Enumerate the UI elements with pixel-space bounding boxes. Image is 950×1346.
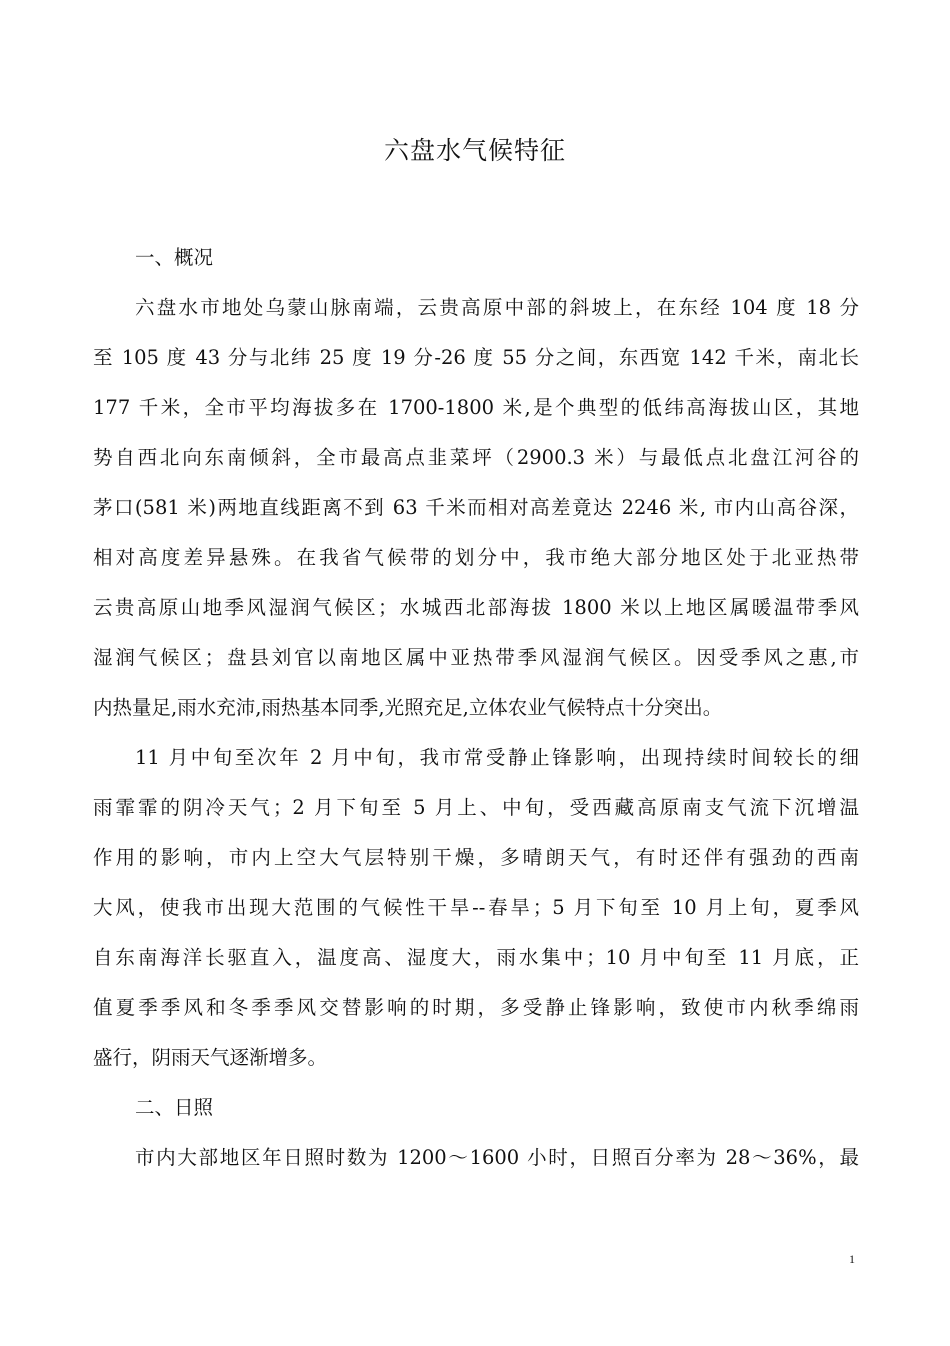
- paragraph-line: 内热量足,雨水充沛,雨热基本同季,光照充足,立体农业气候特点十分突出。: [93, 696, 723, 719]
- paragraph-line: 雨霏霏的阴冷天气；2 月下旬至 5 月上、中旬，受西藏高原南支气流下沉增温: [93, 796, 859, 819]
- paragraph-line: 茅口(581 米)两地直线距离不到 63 千米而相对高差竟达 2246 米, 市内山高谷深，: [93, 496, 859, 519]
- paragraph-line: 至 105 度 43 分与北纬 25 度 19 分-26 度 55 分之间，东西宽 142 千米，南北长: [93, 346, 859, 369]
- paragraph-line: 六盘水市地处乌蒙山脉南端，云贵高原中部的斜坡上，在东经 104 度 18 分: [135, 296, 859, 319]
- document-title: 六盘水气候特征: [383, 136, 566, 165]
- paragraph-line: 云贵高原山地季风湿润气候区；水城西北部海拔 1800 米以上地区属暖温带季风: [93, 596, 859, 619]
- paragraph-line: 湿润气候区；盘县刘官以南地区属中亚热带季风湿润气候区。因受季风之惠,市: [93, 646, 859, 669]
- page-number: 1: [849, 1252, 855, 1266]
- paragraph-line: 值夏季季风和冬季季风交替影响的时期，多受静止锋影响，致使市内秋季绵雨: [93, 996, 859, 1019]
- paragraph-line: 盛行，阴雨天气逐渐增多。: [93, 1046, 328, 1069]
- paragraph-line: 相对高度差异悬殊。在我省气候带的划分中，我市绝大部分地区处于北亚热带: [93, 546, 859, 569]
- paragraph-line: 作用的影响，市内上空大气层特别干燥，多晴朗天气，有时还伴有强劲的西南: [93, 846, 859, 869]
- paragraph-line: 177 千米，全市平均海拔多在 1700-1800 米,是个典型的低纬高海拔山区，其地: [93, 396, 859, 419]
- paragraph-line: 势自西北向东南倾斜，全市最高点韭菜坪（2900.3 米）与最低点北盘江河谷的: [93, 446, 859, 469]
- section-heading-overview: 一、概况: [135, 246, 214, 269]
- paragraph-line: 市内大部地区年日照时数为 1200～1600 小时，日照百分率为 28～36%，最: [135, 1146, 859, 1169]
- paragraph-line: 自东南海洋长驱直入，温度高、湿度大，雨水集中；10 月中旬至 11 月底，正: [93, 946, 859, 969]
- section-heading-sunshine: 二、日照: [135, 1096, 214, 1119]
- paragraph-line: 11 月中旬至次年 2 月中旬，我市常受静止锋影响，出现持续时间较长的细: [135, 746, 859, 769]
- paragraph-line: 大风，使我市出现大范围的气候性干旱--春旱；5 月下旬至 10 月上旬，夏季风: [93, 896, 859, 919]
